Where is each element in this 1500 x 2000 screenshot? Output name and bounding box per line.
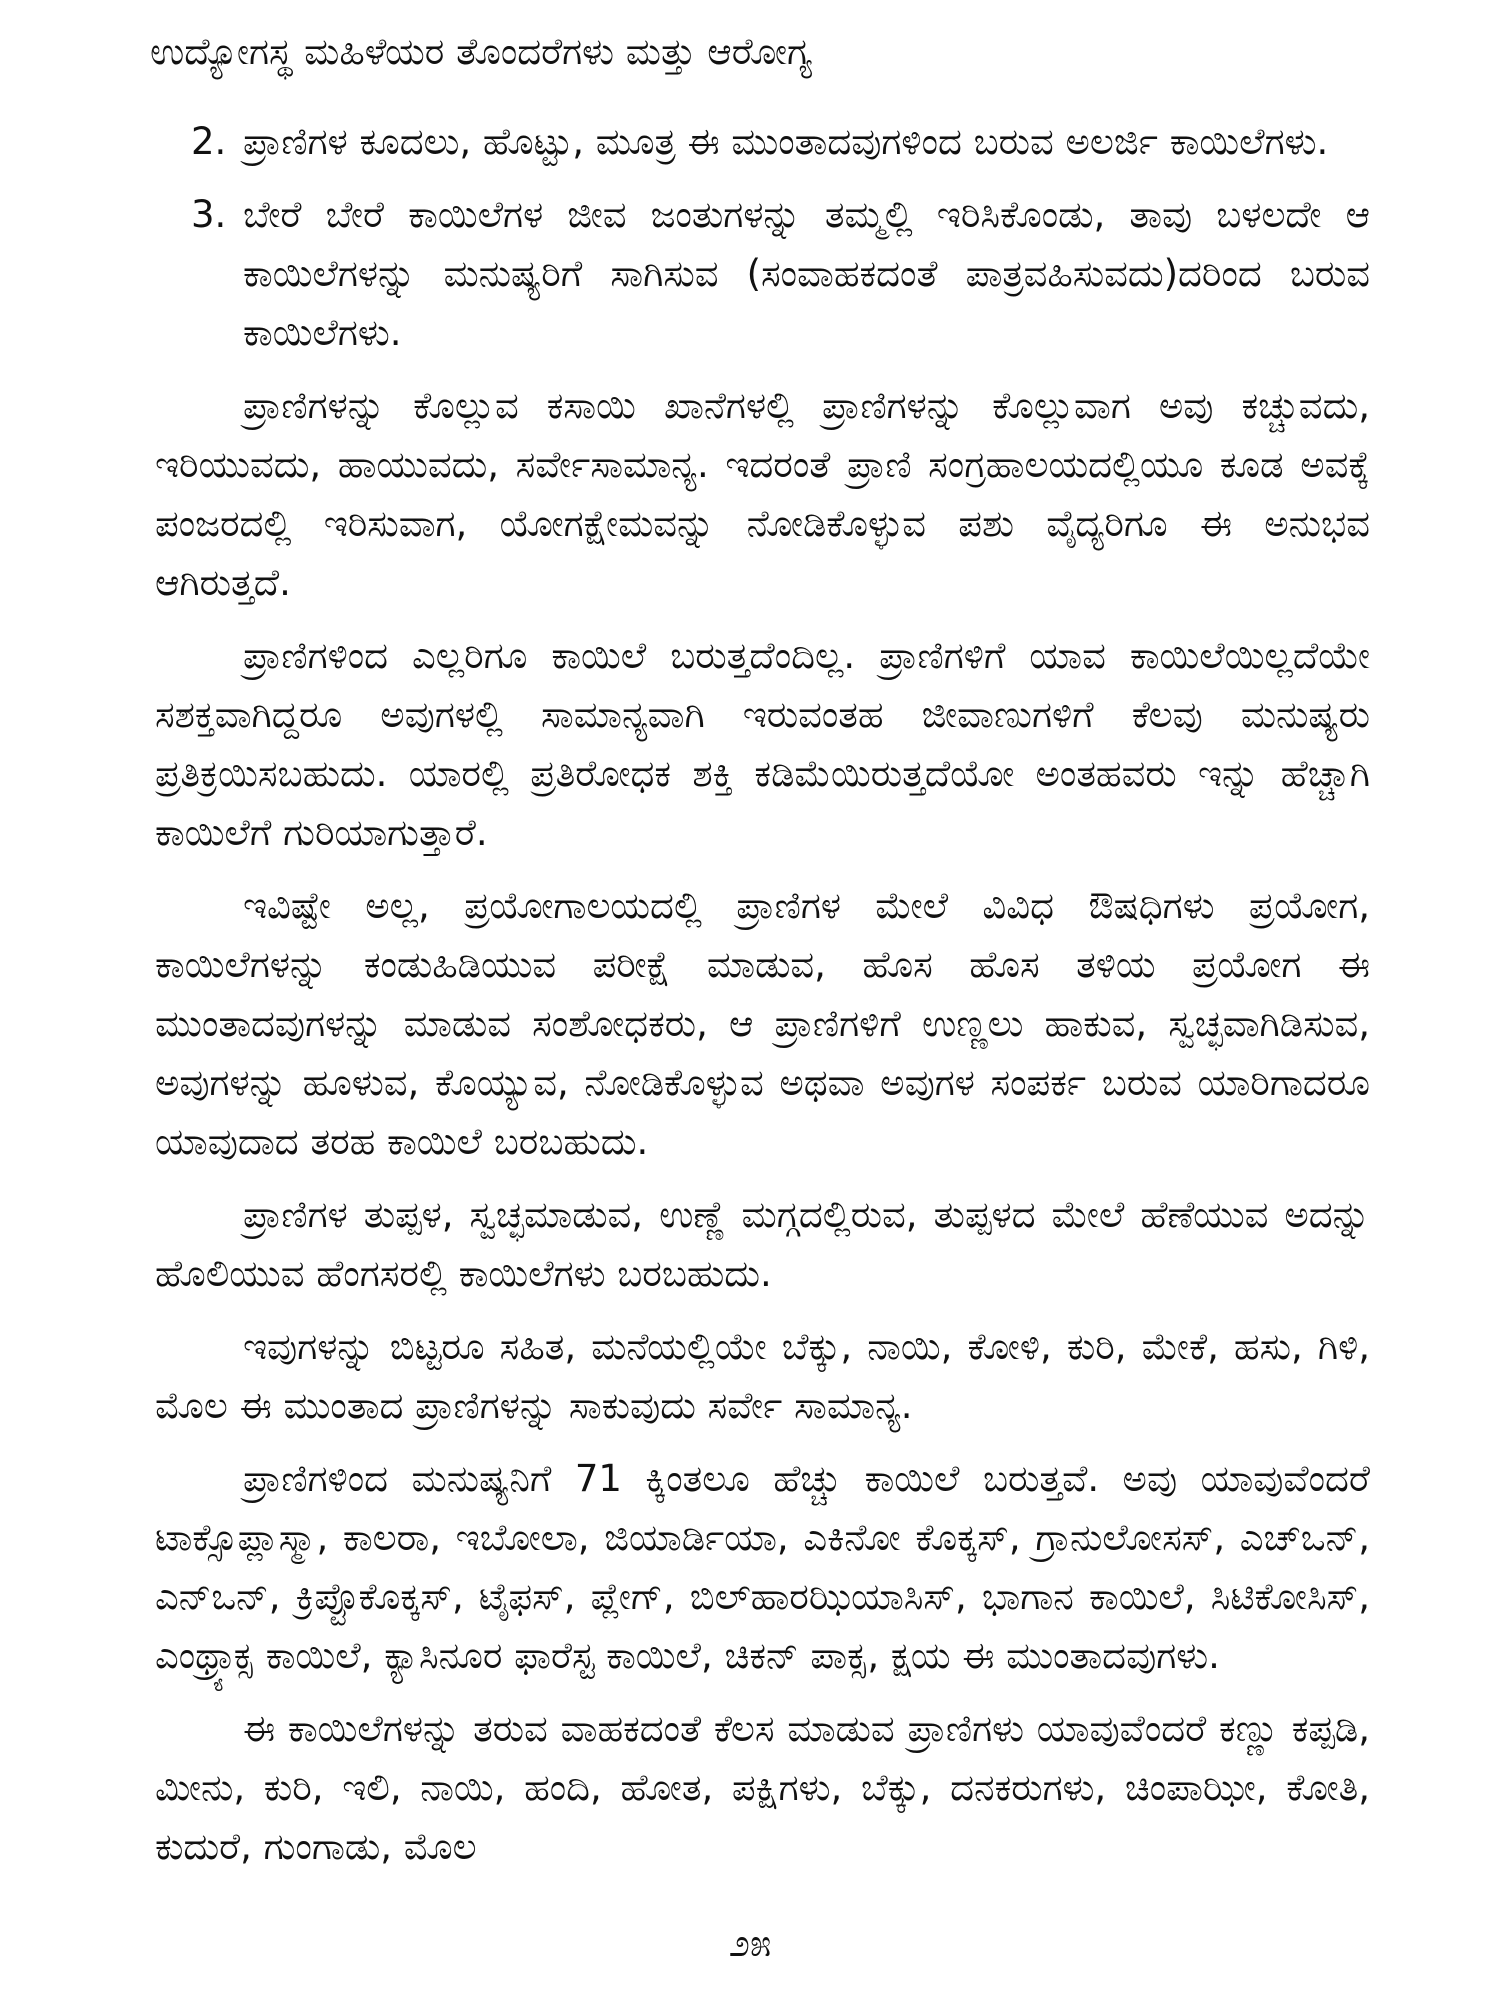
list-item-number: 3. — [191, 193, 227, 236]
list-item-text: ಬೇರೆ ಬೇರೆ ಕಾಯಿಲೆಗಳ ಜೀವ ಜಂತುಗಳನ್ನು ತಮ್ಮಲ್ಲಿ ಇರಿಸಿಕೊಂಡು, ತಾವು ಬಳಲದೇ ಆ ಕಾಯಿಲೆಗಳನ್ನು ಮನುಷ್ಯರಿಗೆ ಸಾಗಿಸುವ (ಸಂವಾಹಕದಂತೆ ಪಾತ್ರವಹಿಸುವದು)ದರಿಂದ ಬರುವ ಕಾಯಿಲೆಗಳು. — [243, 193, 1370, 354]
paragraph: ಪ್ರಾಣಿಗಳಿಂದ ಮನುಷ್ಯನಿಗೆ 71 ಕ್ಕಿಂತಲೂ ಹೆಚ್ಚು ಕಾಯಿಲೆ ಬರುತ್ತವೆ. ಅವು ಯಾವುವೆಂದರೆ ಟಾಕ್ಸೊಪ್ಲಾಸ್ಮಾ, ಕಾಲರಾ, ಇಬೋಲಾ, ಜಿಯಾರ್ಡಿಯಾ, ಎಕಿನೋ ಕೊಕ್ಕಸ್, ಗ್ರಾನುಲೋಸಸ್, ಎಚ್‌ಒನ್, ಎನ್‌ಒನ್, ಕ್ರಿಪ್ಟೊಕೊಕ್ಕಸ್, ಟೈಫಸ್, ಪ್ಲೇಗ್, ಬಿಲ್‌ಹಾರಝಿಯಾಸಿಸ್, ಭಾಗಾನ ಕಾಯಿಲೆ, ಸಿಟಿಕೋಸಿಸ್, ಎಂಥ್ರ್ಯಾಕ್ಸ ಕಾಯಿಲೆ, ಕ್ಯಾಸಿನೂರ ಫಾರೆಸ್ಟ ಕಾಯಿಲೆ, ಚಿಕನ್ ಪಾಕ್ಸ, ಕ್ಷಯ ಈ ಮುಂತಾದವುಗಳು. — [155, 1457, 1370, 1677]
page-number: ೨೫ — [728, 1921, 772, 1965]
paragraph: ಪ್ರಾಣಿಗಳಿಂದ ಎಲ್ಲರಿಗೂ ಕಾಯಿಲೆ ಬರುತ್ತದೆಂದಿಲ್ಲ. ಪ್ರಾಣಿಗಳಿಗೆ ಯಾವ ಕಾಯಿಲೆಯಿಲ್ಲದೆಯೇ ಸಶಕ್ತವಾಗಿದ್ದರೂ ಅವುಗಳಲ್ಲಿ ಸಾಮಾನ್ಯವಾಗಿ ಇರುವಂತಹ ಜೀವಾಣುಗಳಿಗೆ ಕೆಲವು ಮನುಷ್ಯರು ಪ್ರತಿಕ್ರಯಿಸಬಹುದು. ಯಾರಲ್ಲಿ ಪ್ರತಿರೋಧಕ ಶಕ್ತಿ ಕಡಿಮೆಯಿರುತ್ತದೆಯೋ ಅಂತಹವರು ಇನ್ನು ಹೆಚ್ಚಾಗಿ ಕಾಯಿಲೆಗೆ ಗುರಿಯಾಗುತ್ತಾರೆ. — [155, 634, 1370, 854]
list-item — [155, 185, 1370, 362]
paragraph: ಇವುಗಳನ್ನು ಬಿಟ್ಟರೂ ಸಹಿತ, ಮನೆಯಲ್ಲಿಯೇ ಬೆಕ್ಕು, ನಾಯಿ, ಕೋಳಿ, ಕುರಿ, ಮೇಕೆ, ಹಸು, ಗಿಳಿ, ಮೊಲ ಈ ಮುಂತಾದ ಪ್ರಾಣಿಗಳನ್ನು ಸಾಕುವುದು ಸರ್ವೇ ಸಾಮಾನ್ಯ. — [155, 1325, 1370, 1427]
running-header: ಉದ್ಯೋಗಸ್ಥ ಮಹಿಳೆಯರ ತೊಂದರೆಗಳು ಮತ್ತು ಆರೋಗ್ಯ — [150, 30, 813, 73]
list-item — [155, 112, 1370, 171]
paragraph: ಇವಿಷ್ಟೇ ಅಲ್ಲ, ಪ್ರಯೋಗಾಲಯದಲ್ಲಿ ಪ್ರಾಣಿಗಳ ಮೇಲೆ ವಿವಿಧ ಔಷಧಿಗಳು ಪ್ರಯೋಗ, ಕಾಯಿಲೆಗಳನ್ನು ಕಂಡುಹಿಡಿಯುವ ಪರೀಕ್ಷೆ ಮಾಡುವ, ಹೊಸ ಹೊಸ ತಳಿಯ ಪ್ರಯೋಗ ಈ ಮುಂತಾದವುಗಳನ್ನು ಮಾಡುವ ಸಂಶೋಧಕರು, ಆ ಪ್ರಾಣಿಗಳಿಗೆ ಉಣ್ಣಲು ಹಾಕುವ, ಸ್ವಚ್ಛವಾಗಿಡಿಸುವ, ಅವುಗಳನ್ನು ಹೂಳುವ, ಕೊಯ್ಯುವ, ನೋಡಿಕೊಳ್ಳುವ ಅಥವಾ ಅವುಗಳ ಸಂಪರ್ಕ ಬರುವ ಯಾರಿಗಾದರೂ ಯಾವುದಾದ ತರಹ ಕಾಯಿಲೆ ಬರಬಹುದು. — [155, 884, 1370, 1163]
list-item-text: ಪ್ರಾಣಿಗಳ ಕೂದಲು, ಹೊಟ್ಟು, ಮೂತ್ರ ಈ ಮುಂತಾದವುಗಳಿಂದ ಬರುವ ಅಲರ್ಜಿ ಕಾಯಿಲೆಗಳು. — [243, 120, 1329, 163]
list-item-number: 2. — [191, 120, 227, 163]
paragraph: ಪ್ರಾಣಿಗಳನ್ನು ಕೊಲ್ಲುವ ಕಸಾಯಿ ಖಾನೆಗಳಲ್ಲಿ ಪ್ರಾಣಿಗಳನ್ನು ಕೊಲ್ಲುವಾಗ ಅವು ಕಚ್ಚುವದು, ಇರಿಯುವದು, ಹಾಯುವದು, ಸರ್ವೇಸಾಮಾನ್ಯ. ಇದರಂತೆ ಪ್ರಾಣಿ ಸಂಗ್ರಹಾಲಯದಲ್ಲಿಯೂ ಕೂಡ ಅವಕ್ಕೆ ಪಂಜರದಲ್ಲಿ ಇರಿಸುವಾಗ, ಯೋಗಕ್ಷೇಮವನ್ನು ನೋಡಿಕೊಳ್ಳುವ ಪಶು ವೈದ್ಯರಿಗೂ ಈ ಅನುಭವ ಆಗಿರುತ್ತದೆ. — [155, 384, 1370, 604]
body-text — [155, 112, 1370, 1890]
paragraph: ಈ ಕಾಯಿಲೆಗಳನ್ನು ತರುವ ವಾಹಕದಂತೆ ಕೆಲಸ ಮಾಡುವ ಪ್ರಾಣಿಗಳು ಯಾವುವೆಂದರೆ ಕಣ್ಣು ಕಪ್ಪಡಿ, ಮೀನು, ಕುರಿ, ಇಲಿ, ನಾಯಿ, ಹಂದಿ, ಹೋತ, ಪಕ್ಷಿಗಳು, ಬೆಕ್ಕು, ದನಕರುಗಳು, ಚಿಂಪಾಝೀ, ಕೋತಿ, ಕುದುರೆ, ಗುಂಗಾಡು, ಮೊಲ — [155, 1707, 1370, 1868]
paragraph: ಪ್ರಾಣಿಗಳ ತುಪ್ಪಳ, ಸ್ವಚ್ಛಮಾಡುವ, ಉಣ್ಣೆ ಮಗ್ಗದಲ್ಲಿರುವ, ತುಪ್ಪಳದ ಮೇಲೆ ಹೆಣೆಯುವ ಅದನ್ನು ಹೊಲಿಯುವ ಹೆಂಗಸರಲ್ಲಿ ಕಾಯಿಲೆಗಳು ಬರಬಹುದು. — [155, 1193, 1370, 1295]
